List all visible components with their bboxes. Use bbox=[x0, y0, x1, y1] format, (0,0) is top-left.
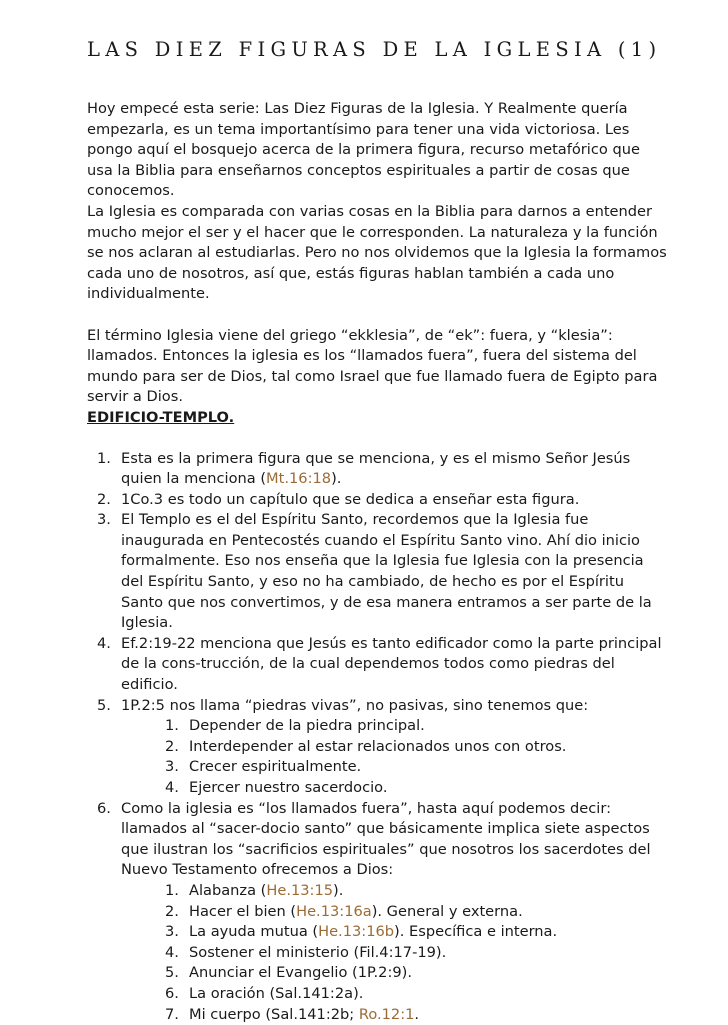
sub-list-item-text: ). bbox=[333, 882, 343, 899]
sub-list-item-text: Ejercer nuestro sacerdocio. bbox=[189, 779, 388, 796]
main-list bbox=[87, 449, 668, 1025]
list-number: 3. bbox=[97, 510, 111, 531]
sub-list-number: 3. bbox=[165, 922, 179, 943]
sub-list-number: 2. bbox=[165, 902, 179, 923]
list-number: 1. bbox=[97, 449, 111, 470]
sub-list-item-text: Crecer espiritualmente. bbox=[189, 758, 361, 775]
sub-list bbox=[121, 881, 668, 1025]
list-item bbox=[87, 510, 668, 634]
sub-list-item-text: ). Específica e interna. bbox=[394, 923, 557, 940]
sub-list-item-text: Hacer el bien ( bbox=[189, 903, 296, 920]
sub-list-item bbox=[121, 902, 668, 923]
sub-list-number: 1. bbox=[165, 881, 179, 902]
list-item-text: Como la iglesia es “los llamados fuera”, hasta aquí podemos decir: llamados al “sacer-docio santo” que básicamente implica siete aspectos que ilustran los “sacrificios espirituales” que nosotros los sacerdotes del Nuevo Testamento ofrecemos a Dios: bbox=[121, 800, 651, 879]
list-item bbox=[87, 449, 668, 490]
sub-list-number: 6. bbox=[165, 984, 179, 1005]
sub-list-item-text: Mi cuerpo (Sal.141:2b; bbox=[189, 1006, 359, 1023]
sub-list-item bbox=[121, 963, 668, 984]
sub-list-number: 5. bbox=[165, 963, 179, 984]
document-title: LAS DIEZ FIGURAS DE LA IGLESIA (1) bbox=[87, 38, 668, 61]
sub-list-number: 3. bbox=[165, 757, 179, 778]
paragraph-spacer bbox=[87, 305, 668, 326]
sub-list bbox=[121, 716, 668, 798]
sub-list-item-text: La ayuda mutua ( bbox=[189, 923, 318, 940]
sub-list-item-text: Anunciar el Evangelio (1P.2:9). bbox=[189, 964, 412, 981]
sub-list-item bbox=[121, 881, 668, 902]
list-item bbox=[87, 490, 668, 511]
list-number: 2. bbox=[97, 490, 111, 511]
sub-list-number: 7. bbox=[165, 1005, 179, 1025]
list-number: 6. bbox=[97, 799, 111, 820]
sub-list-item bbox=[121, 737, 668, 758]
bible-reference-link[interactable]: He.13:16b bbox=[318, 923, 394, 940]
bible-reference-link[interactable]: He.13:16a bbox=[296, 903, 372, 920]
sub-list-item bbox=[121, 778, 668, 799]
sub-list-number: 4. bbox=[165, 943, 179, 964]
bible-reference-link[interactable]: Ro.12:1 bbox=[359, 1006, 415, 1023]
list-item bbox=[87, 634, 668, 696]
list-item-text: 1Co.3 es todo un capítulo que se dedica a enseñar esta figura. bbox=[121, 491, 579, 508]
sub-list-item bbox=[121, 716, 668, 737]
list-number: 4. bbox=[97, 634, 111, 655]
list-item bbox=[87, 799, 668, 1025]
list-item-text: Esta es la primera figura que se menciona, y es el mismo Señor Jesús quien la menciona ( bbox=[121, 450, 630, 488]
sub-list-item bbox=[121, 922, 668, 943]
sub-list-item bbox=[121, 1005, 668, 1025]
bible-reference-link[interactable]: Mt.16:18 bbox=[266, 470, 331, 487]
sub-list-item-text: Depender de la piedra principal. bbox=[189, 717, 425, 734]
list-item-text: 1P.2:5 nos llama “piedras vivas”, no pasivas, sino tenemos que: bbox=[121, 697, 588, 714]
sub-list-item-text: ). General y externa. bbox=[372, 903, 523, 920]
document-body bbox=[87, 99, 668, 1025]
sub-list-item-text: . bbox=[414, 1006, 419, 1023]
intro-paragraph-1: Hoy empecé esta serie: Las Diez Figuras de la Iglesia. Y Realmente quería empezarla, es un tema importantísimo para tener una vida victoriosa. Les pongo aquí el bosquejo acerca de la primera figura, recurso metafórico que usa la Biblia para enseñarnos conceptos espirituales a partir de cosas que conocemos. bbox=[87, 99, 668, 202]
sub-list-item-text: Alabanza ( bbox=[189, 882, 266, 899]
list-item-text: El Templo es el del Espíritu Santo, recordemos que la Iglesia fue inaugurada en Pentecostés cuando el Espíritu Santo vino. Ahí dio inicio formalmente. Eso nos enseña que la Iglesia fue Iglesia con la presencia del Espíritu Santo, y eso no ha cambiado, de hecho es por el Espíritu Santo que nos convertimos, y de esa manera entramos a ser parte de la Iglesia. bbox=[121, 511, 652, 631]
sub-list-item-text: Interdepender al estar relacionados unos con otros. bbox=[189, 738, 566, 755]
section-heading: EDIFICIO-TEMPLO. bbox=[87, 408, 668, 429]
list-item-text: ). bbox=[331, 470, 341, 487]
sub-list-item-text: Sostener el ministerio (Fil.4:17-19). bbox=[189, 944, 446, 961]
sub-list-item-text: La oración (Sal.141:2a). bbox=[189, 985, 363, 1002]
list-item bbox=[87, 696, 668, 799]
intro-paragraph-2: La Iglesia es comparada con varias cosas en la Biblia para darnos a entender mucho mejor el ser y el hacer que le corresponden. La naturaleza y la función se nos aclaran al estudiarlas. Pero no nos olvidemos que la Iglesia la formamos cada uno de nosotros, así que, estás figuras hablan también a cada uno individualmente. bbox=[87, 202, 668, 305]
sub-list-item bbox=[121, 984, 668, 1005]
list-item-text: Ef.2:19-22 menciona que Jesús es tanto edificador como la parte principal de la cons-trucción, de la cual dependemos todos como piedras del edificio. bbox=[121, 635, 662, 693]
intro-paragraph-3: El término Iglesia viene del griego “ekklesia”, de “ek”: fuera, y “klesia”: llamados. Entonces la iglesia es los “llamados fuera”, fuera del sistema del mundo para ser de Dios, tal como Israel que fue llamado fuera de Egipto para servir a Dios. bbox=[87, 326, 668, 408]
bible-reference-link[interactable]: He.13:15 bbox=[266, 882, 333, 899]
sub-list-number: 1. bbox=[165, 716, 179, 737]
sub-list-number: 2. bbox=[165, 737, 179, 758]
sub-list-item bbox=[121, 943, 668, 964]
list-number: 5. bbox=[97, 696, 111, 717]
sub-list-number: 4. bbox=[165, 778, 179, 799]
sub-list-item bbox=[121, 757, 668, 778]
